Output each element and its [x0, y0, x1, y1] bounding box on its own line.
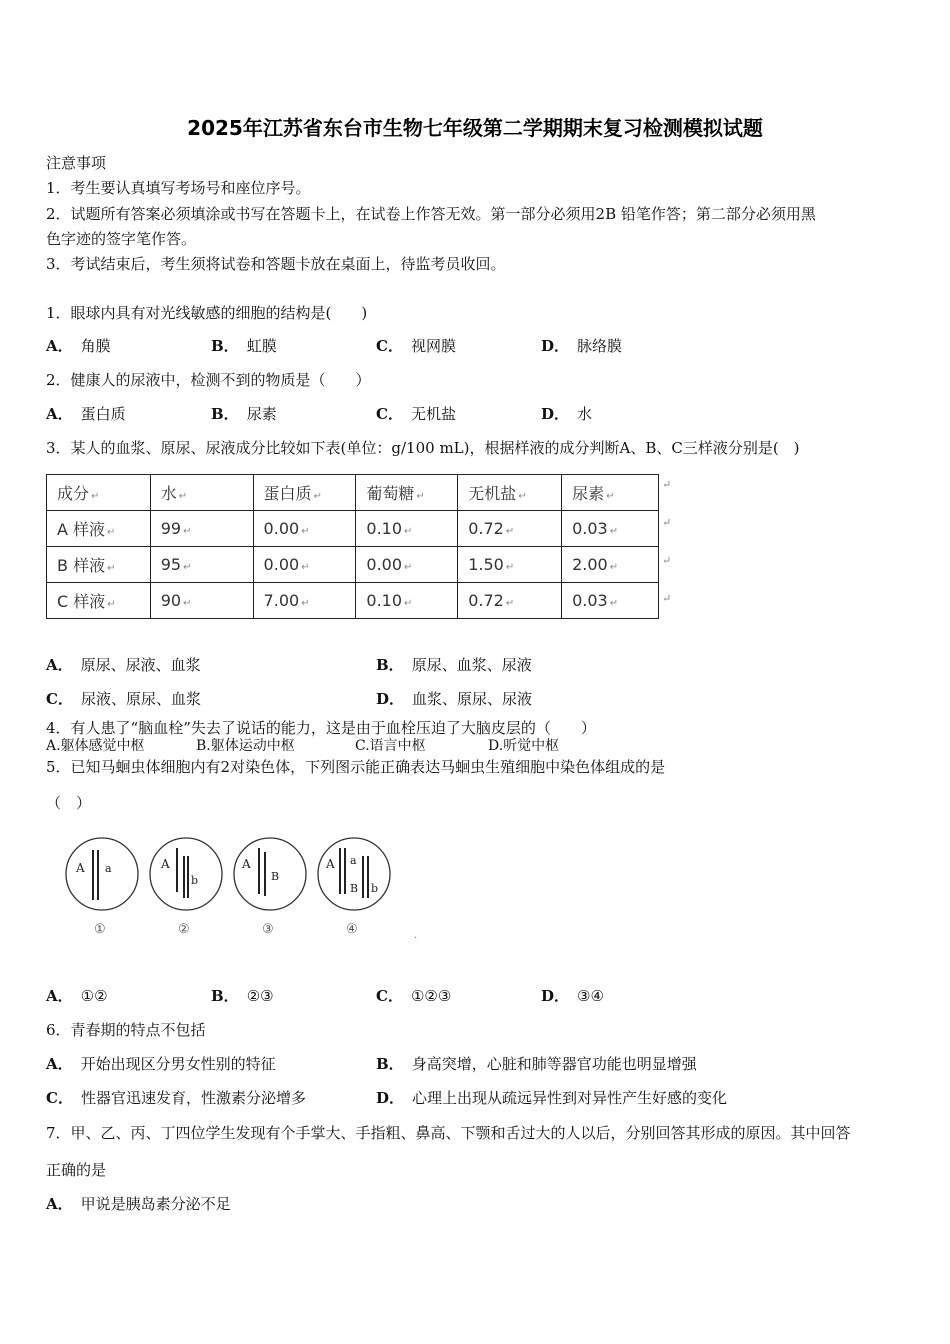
question-6-option-a: A． 开始出现区分男女性别的特征 [46, 1055, 276, 1073]
cell-1-label-a-lower: a [105, 862, 112, 875]
question-6-option-c: C． 性器官迅速发育，性激素分泌增多 [46, 1089, 306, 1107]
question-4-option-b: B.躯体运动中枢 [196, 738, 295, 754]
question-2-option-b: B． 尿素 [211, 405, 277, 423]
table-header-cell: 水 ↵ [150, 475, 253, 511]
cell-4-diagram [318, 838, 390, 937]
table-header-row [47, 475, 659, 511]
chromosome-figure [60, 834, 420, 944]
cell-1-label-a-upper: A [76, 861, 85, 875]
question-2-stem: 2．健康人的尿液中，检测不到的物质是（ ） [46, 371, 371, 389]
notice-item: 色字迹的签字笔作答。 [46, 230, 197, 248]
question-3-stem: 3．某人的血浆、原尿、尿液成分比较如下表(单位：g/100 mL)，根据样液的成分判断A、B、C三样液分别是( ) [46, 439, 800, 457]
table-header-cell: 无机盐 ↵ [458, 475, 562, 511]
question-3-option-c: C． 尿液、原尿、血浆 [46, 690, 201, 708]
row-end-mark: ↵ [662, 478, 672, 491]
table-header-cell: 尿素 ↵ [562, 475, 659, 511]
question-1-option-b: B． 虹膜 [211, 337, 277, 355]
table-cell: C 样液 ↵ [47, 583, 151, 619]
question-5-option-c: C． ①②③ [376, 987, 452, 1005]
question-4-option-d: D.听觉中枢 [488, 738, 560, 754]
cell-4-number: ④ [346, 922, 358, 937]
notice-item: 3．考试结束后，考生须将试卷和答题卡放在桌面上，待监考员收回。 [46, 255, 506, 273]
notice-item: 1．考生要认真填写考场号和座位序号。 [46, 179, 311, 197]
table-cell: 0.72 ↵ [458, 511, 562, 547]
table-cell: 1.50 ↵ [458, 547, 562, 583]
question-4-option-c: C.语言中枢 [355, 738, 426, 754]
table-cell: 0.72 ↵ [458, 583, 562, 619]
row-end-mark: ↵ [662, 592, 672, 605]
table-cell: 0.03 ↵ [562, 583, 659, 619]
table-cell: 7.00 ↵ [253, 583, 356, 619]
notice-item: 2．试题所有答案必须填涂或书写在答题卡上，在试卷上作答无效。第一部分必须用2B 铅笔作答；第二部分必须用黑 [46, 205, 816, 223]
table-header-cell: 蛋白质 ↵ [253, 475, 356, 511]
table-cell: 0.00 ↵ [356, 547, 458, 583]
cell-2-diagram [150, 838, 222, 937]
cell-2-label-a: A [161, 857, 170, 871]
cell-4-label-b-upper: B [350, 882, 359, 895]
cell-1-number: ① [94, 922, 106, 937]
question-7-stem-cont: 正确的是 [46, 1161, 107, 1179]
figure-end-dot: . [414, 930, 418, 941]
question-2-option-c: C． 无机盐 [376, 405, 456, 423]
notice-heading: 注意事项 [46, 154, 107, 172]
table-cell: A 样液 ↵ [47, 511, 151, 547]
question-4-option-a: A.躯体感觉中枢 [46, 738, 145, 754]
table-row [47, 547, 659, 583]
cell-3-label-a: A [242, 857, 251, 871]
question-1-option-a: A． 角膜 [46, 337, 111, 355]
question-6-option-d: D． 心理上出现从疏远异性到对异性产生好感的变化 [376, 1089, 728, 1107]
question-7-option-a: A． 甲说是胰岛素分泌不足 [46, 1195, 231, 1213]
cell-2-label-b: b [191, 874, 199, 887]
question-5-option-a: A． ①② [46, 987, 108, 1005]
question-7-stem: 7．甲、乙、丙、丁四位学生发现有个手掌大、手指粗、鼻高、下颚和舌过大的人以后，分别回答其形成的原因。其中回答 [46, 1124, 851, 1142]
table-header-cell: 成分 ↵ [47, 475, 151, 511]
table-row [47, 511, 659, 547]
cell-3-diagram [234, 838, 306, 937]
question-4-stem: 4．有人患了“脑血栓”失去了说话的能力，这是由于血栓压迫了大脑皮层的（ ） [46, 719, 596, 737]
table-cell: 0.00 ↵ [253, 547, 356, 583]
question-2-option-a: A． 蛋白质 [46, 405, 126, 423]
table-cell: 0.10 ↵ [356, 511, 458, 547]
cell-1-diagram [66, 838, 138, 937]
cell-2-number: ② [178, 922, 190, 937]
page-title: 2025年江苏省东台市生物七年级第二学期期末复习检测模拟试题 [187, 116, 763, 140]
table-cell: 90 ↵ [150, 583, 253, 619]
question-5-stem-cont: （ ） [46, 794, 92, 812]
question-1-option-c: C． 视网膜 [376, 337, 456, 355]
table-header-cell: 葡萄糖 ↵ [356, 475, 458, 511]
row-end-mark: ↵ [662, 516, 672, 529]
question-3-option-a: A． 原尿、尿液、血浆 [46, 656, 201, 674]
cell-3-label-b: B [271, 870, 280, 883]
cell-4-label-a-upper: A [326, 857, 335, 871]
row-end-mark: ↵ [662, 554, 672, 567]
table-cell: 2.00 ↵ [562, 547, 659, 583]
table-cell: 0.10 ↵ [356, 583, 458, 619]
question-6-option-b: B． 身高突增，心脏和肺等器官功能也明显增强 [376, 1055, 697, 1073]
composition-table [46, 474, 659, 619]
question-5-stem: 5．已知马蛔虫体细胞内有2对染色体，下列图示能正确表达马蛔虫生殖细胞中染色体组成的是 [46, 758, 666, 776]
table-row [47, 583, 659, 619]
cell-4-label-b-lower: b [371, 882, 379, 895]
table-cell: 0.03 ↵ [562, 511, 659, 547]
question-3-option-d: D． 血浆、原尿、尿液 [376, 690, 533, 708]
question-2-option-d: D． 水 [541, 405, 593, 423]
question-3-option-b: B． 原尿、血浆、尿液 [376, 656, 532, 674]
question-6-stem: 6．青春期的特点不包括 [46, 1021, 206, 1039]
question-1-option-d: D． 脉络膜 [541, 337, 623, 355]
table-cell: 99 ↵ [150, 511, 253, 547]
table-cell: 95 ↵ [150, 547, 253, 583]
cell-4-label-a-lower: a [350, 854, 357, 867]
table-cell: B 样液 ↵ [47, 547, 151, 583]
table-cell: 0.00 ↵ [253, 511, 356, 547]
question-5-option-d: D． ③④ [541, 987, 604, 1005]
question-1-stem: 1．眼球内具有对光线敏感的细胞的结构是( ) [46, 304, 368, 322]
cell-3-number: ③ [262, 922, 274, 937]
question-5-option-b: B． ②③ [211, 987, 274, 1005]
